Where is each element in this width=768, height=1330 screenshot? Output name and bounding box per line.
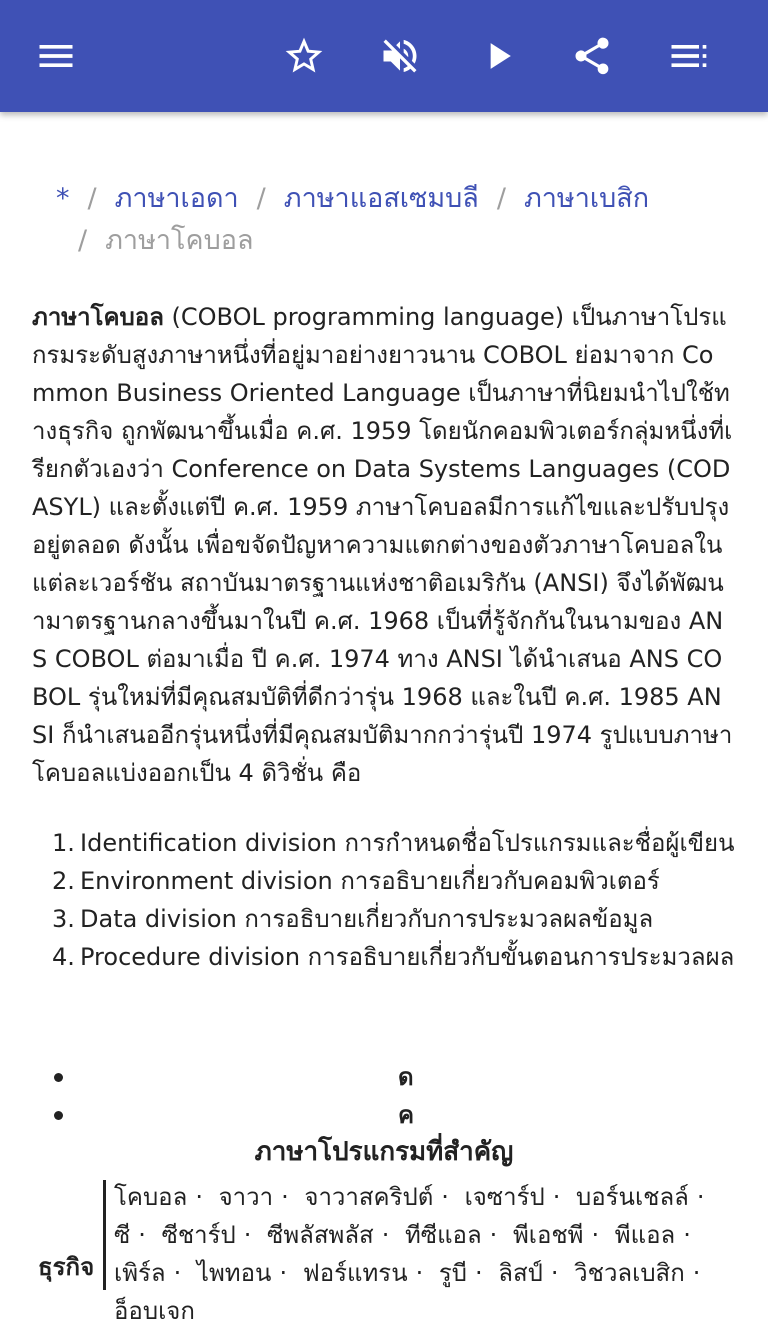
list-item — [32, 900, 736, 938]
navbox-link[interactable]: บอร์นเชลล์ — [576, 1183, 689, 1211]
navbox-link[interactable]: ไพทอน — [196, 1259, 272, 1287]
list-item — [32, 862, 736, 900]
list-number: 4. — [52, 943, 75, 971]
breadcrumb-item-basic[interactable]: ภาษาเบสิก — [523, 183, 650, 214]
mute-button[interactable] — [372, 28, 428, 84]
list-number: 3. — [52, 905, 75, 933]
navbox-separator: · — [173, 1259, 182, 1287]
navbox-link[interactable]: เพิร์ล — [114, 1259, 166, 1287]
article-lead-bold: ภาษาโคบอล — [32, 303, 164, 331]
breadcrumb-current: ภาษาโคบอล — [105, 225, 254, 256]
breadcrumb-item-home[interactable]: * — [56, 183, 70, 214]
menu-button[interactable] — [28, 28, 84, 84]
navbox-separator: · — [696, 1183, 705, 1211]
share-button[interactable] — [564, 28, 620, 84]
navbox-link[interactable]: วิชวลเบสิก — [574, 1259, 685, 1287]
breadcrumb-separator: / — [87, 183, 97, 214]
division-list — [32, 824, 736, 976]
navbox-separator: · — [475, 1259, 483, 1287]
navbox-separator: · — [279, 1259, 288, 1287]
navbox-group-label: ธุรกิจ — [38, 1253, 95, 1281]
playlist-button[interactable] — [660, 28, 716, 84]
navbox-link[interactable]: จาวา — [218, 1183, 274, 1211]
navbox-link[interactable]: อ็อบเจก — [114, 1297, 195, 1325]
bullet-letter[interactable]: ด — [398, 1063, 414, 1091]
bullet-item — [32, 1058, 736, 1096]
list-item-text: Identification division การกำหนดชื่อโปรแกรมและชื่อผู้เขียน — [80, 829, 735, 857]
list-number: 1. — [52, 829, 75, 857]
navbox-separator: · — [591, 1221, 600, 1249]
navbox-link[interactable]: พีแอล — [614, 1221, 676, 1249]
navbox-link[interactable]: ฟอร์แทรน — [302, 1259, 408, 1287]
bookmark-button[interactable] — [276, 28, 332, 84]
app-toolbar — [0, 0, 768, 112]
breadcrumb-separator: / — [256, 183, 266, 214]
navbox-link[interactable]: พีเอชพี — [512, 1221, 584, 1249]
navbox-separator: · — [683, 1221, 691, 1249]
navbox-separator: · — [138, 1221, 146, 1249]
navbox-link[interactable]: รูบี — [438, 1259, 468, 1287]
article-lead-text: (COBOL programming language) เป็นภาษาโปรแกรมระดับสูงภาษาหนึ่งที่อยู่มาอย่างยาวนาน COBOL ย่อมาจาก Common Business Oriented Language เป็นภาษาที่นิยมนำไปใช้ทางธุรกิจ ถูกพัฒนาขึ้นเมื่อ ค.ศ. 1959 โดยนักคอมพิวเตอร์กลุ่มหนึ่งที่เรียกตัวเองว่า Conference on Data Systems Languages (CODASYL) และตั้งแต่ปี ค.ศ. 1959 ภาษาโคบอลมีการแก้ไขและปรับปรุงอยู่ตลอด ดังนั้น เพื่อขจัดปัญหาความแตกต่างของตัวภาษาโคบอลในแต่ละเวอร์ชัน สถาบันมาตรฐานแห่งชาติอเมริกัน (ANSI) จึงได้พัฒนามาตรฐานกลางขึ้นมาในปี ค.ศ. 1968 เป็นที่รู้จักกันในนามของ ANS COBOL ต่อมาเมื่อ ปี ค.ศ. 1974 ทาง ANSI ได้นำเสนอ ANS COBOL รุ่นใหม่ที่มีคุณสมบัติที่ดีกว่ารุ่น 1968 และในปี ค.ศ. 1985 ANSI ก็นำเสนออีกรุ่นหนึ่งที่มีคุณสมบัติมากกว่ารุ่นปี 1974 รูปแบบภาษาโคบอลแบ่งออกเป็น 4 ดิวิชั่น คือ — [32, 303, 733, 787]
navbox-title: ภาษาโปรแกรมที่สำคัญ — [254, 1137, 514, 1167]
navbox-separator: · — [489, 1221, 498, 1249]
navbox-link[interactable]: ซี — [114, 1221, 131, 1249]
bullet-dot — [54, 1073, 63, 1082]
list-item-text: Environment division การอธิบายเกี่ยวกับคอมพิวเตอร์ — [80, 867, 660, 895]
article-paragraph — [32, 298, 736, 792]
breadcrumb — [56, 178, 736, 262]
share-icon — [570, 34, 614, 78]
play-icon — [476, 34, 520, 78]
navbox-separator: · — [692, 1259, 701, 1287]
navbox-link[interactable]: ลิสป์ — [498, 1259, 543, 1287]
volume-off-icon — [378, 34, 422, 78]
breadcrumb-item-ada[interactable]: ภาษาเอดา — [114, 183, 239, 214]
navbox-separator: · — [441, 1183, 449, 1211]
bullet-item — [32, 1096, 736, 1134]
menu-icon — [34, 34, 78, 78]
play-button[interactable] — [470, 28, 526, 84]
navbox-link[interactable]: เจซาร์ป — [464, 1183, 545, 1211]
list-number: 2. — [52, 867, 75, 895]
navbox-link[interactable]: ซีพลัสพลัส — [267, 1221, 374, 1249]
list-item — [32, 938, 736, 976]
navbox-separator: · — [552, 1183, 561, 1211]
navbox-list — [114, 1178, 734, 1330]
navbox-link[interactable]: ซีชาร์ป — [161, 1221, 236, 1249]
navbox-separator: · — [381, 1221, 390, 1249]
navbox-separator: · — [415, 1259, 424, 1287]
bullet-letter[interactable]: ค — [398, 1101, 415, 1129]
list-item-text: Data division การอธิบายเกี่ยวกับการประมวลผลข้อมูล — [80, 905, 654, 933]
navbox-separator: · — [281, 1183, 289, 1211]
bullet-dot — [54, 1111, 63, 1120]
navbox-link[interactable]: ทีซีแอล — [404, 1221, 482, 1249]
article-content — [0, 112, 768, 1325]
bullet-list — [32, 1058, 736, 1134]
list-item — [32, 824, 736, 862]
breadcrumb-separator: / — [78, 225, 88, 256]
navbox-divider — [103, 1180, 106, 1290]
navbox-separator: · — [243, 1221, 252, 1249]
playlist-icon — [666, 34, 710, 78]
breadcrumb-separator: / — [496, 183, 506, 214]
navbox-link[interactable]: โคบอล — [114, 1183, 188, 1211]
breadcrumb-item-assembly[interactable]: ภาษาแอสเซมบลี — [283, 183, 479, 214]
star-outline-icon — [282, 34, 326, 78]
list-item-text: Procedure division การอธิบายเกี่ยวกับขั้นตอนการประมวลผล — [80, 943, 735, 971]
navbox-separator: · — [195, 1183, 203, 1211]
navbox-separator: · — [550, 1259, 559, 1287]
navbox-link[interactable]: จาวาสคริปต์ — [304, 1183, 434, 1211]
